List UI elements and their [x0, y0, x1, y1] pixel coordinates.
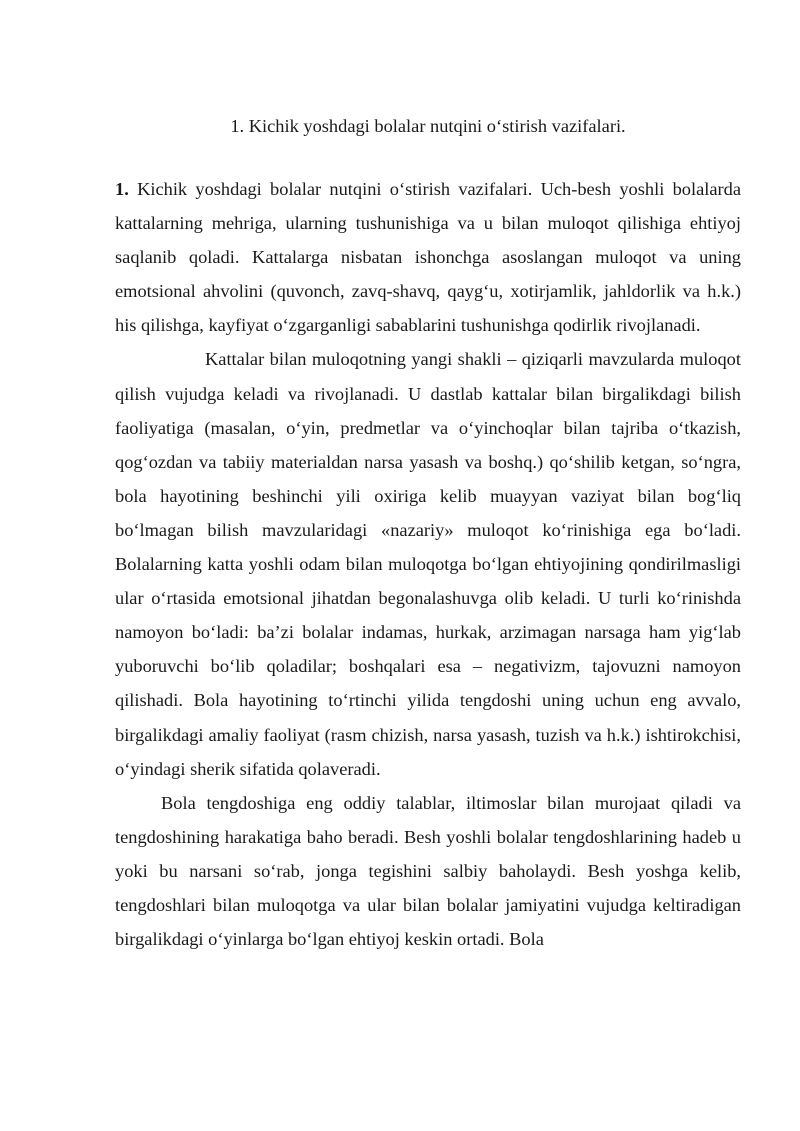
section-heading: 1. Kichik yoshdagi bolalar nutqini o‘stirish vazifalari. — [230, 116, 626, 136]
paragraph-1 — [115, 172, 741, 342]
paragraph-text: Kichik yoshdagi bolalar nutqini o‘stirish vazifalari. Uch-besh yoshli bolalarda kattalarning mehriga, ularning tushunishiga va u bilan muloqot qilishiga ehtiyoj saqlanib qoladi. Kattalarga nisbatan ishonchga asoslangan muloqot va uning emotsional ahvolini (quvonch, zavq-shavq, qayg‘u, xotirjamlik, jahldorlik va h.k.) his qilishga, kayfiyat o‘zgarganligi sabablarini tushunishga qodirlik rivojlanadi. — [115, 179, 741, 336]
paragraph-2: Kattalar bilan muloqotning yangi shakli – qiziqarli mavzularda muloqot qilish vujudga keladi va rivojlanadi. U dastlab kattalar bilan birgalikdagi bilish faoliyatiga (masalan, o‘yin, predmetlar va o‘yinchoqlar bilan tajriba o‘tkazish, qog‘ozdan va tabiiy materialdan narsa yasash va boshq.) qo‘shilib ketgan, so‘ngra, bola hayotining beshinchi yili oxiriga kelib muayyan vaziyat bilan bog‘liq bo‘lmagan bilish mavzularidagi «nazariy» muloqot ko‘rinishiga ega bo‘ladi. Bolalarning katta yoshli odam bilan muloqotga bo‘lgan ehtiyojining qondirilmasligi ular o‘rtasida emotsional jihatdan begonalashuvga olib keladi. U turli ko‘rinishda namoyon bo‘ladi: ba’zi bolalar indamas, hurkak, arzimagan narsaga ham yig‘lab yuboruvchi bo‘lib qoladilar; boshqalari esa – negativizm, tajovuzni namoyon qilishadi. Bola hayotining to‘rtinchi yilida tengdoshi uning uchun eng avvalo, birgalikdagi amaliy faoliyat (rasm chizish, narsa yasash, tuzish va h.k.) ishtirokchisi, o‘yindagi sherik sifatida qolaveradi. — [115, 349, 741, 779]
document-body — [115, 110, 741, 956]
paragraph-number: 1. — [115, 179, 129, 199]
paragraph-3: Bola tengdoshiga eng oddiy talablar, iltimoslar bilan murojaat qiladi va tengdoshining harakatiga baho beradi. Besh yoshli bolalar tengdoshlarining hadeb u yoki bu narsani so‘rab, jonga tegishini salbiy baholaydi. Besh yoshga kelib, tengdoshlari bilan muloqotga va ular bilan bolalar jamiyatini vujudga keltiradigan birgalikdagi o‘yinlarga bo‘lgan ehtiyoj keskin ortadi. Bola — [115, 792, 741, 950]
